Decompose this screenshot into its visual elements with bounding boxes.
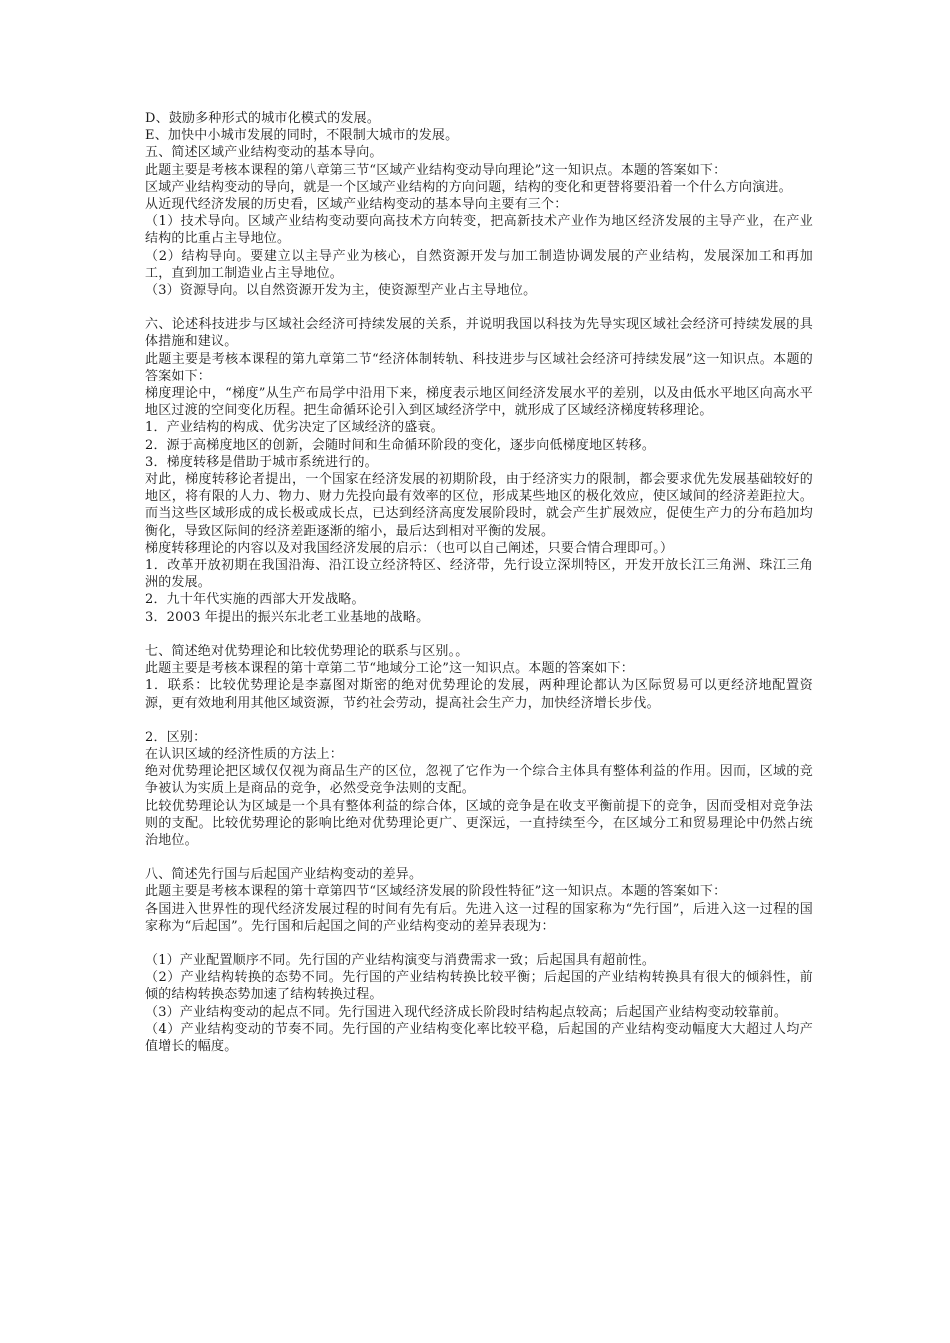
paragraph: （1）技术导向。区域产业结构变动要向高技术方向转变，把高新技术产业作为地区经济发展的主导产业，在产业结构的比重占主导地位。: [145, 214, 813, 247]
paragraph: 此题主要是考核本课程的第八章第三节“区域产业结构变动导向理论”这一知识点。本题的答案如下：: [145, 162, 727, 178]
paragraph: 2．九十年代实施的西部大开发战略。: [145, 592, 365, 608]
paragraph: （3）资源导向。以自然资源开发为主，使资源型产业占主导地位。: [145, 283, 537, 299]
paragraph: 3．梯度转移是借助于城市系统进行的。: [145, 454, 378, 470]
paragraph: 2．源于高梯度地区的创新，会随时间和生命循环阶段的变化，逐步向低梯度地区转移。: [145, 437, 656, 453]
paragraph: 2．区别：: [145, 729, 207, 745]
paragraph: 此题主要是考核本课程的第十章第四节“区域经济发展的阶段性特征”这一知识点。本题的答案如下：: [145, 884, 727, 900]
paragraph: 八、简述先行国与后起国产业结构变动的差异。: [145, 867, 423, 883]
paragraph: 梯度理论中，“梯度”从生产布局学中沿用下来，梯度表示地区间经济发展水平的差别，以及由低水平地区向高水平地区过渡的空间变化历程。把生命循环论引入到区域经济学中，就形成了区域经济梯度转移理论。: [145, 386, 813, 419]
paragraph: 区域产业结构变动的导向，就是一个区域产业结构的方向问题，结构的变化和更替将要沿着一个什么方向演进。: [145, 179, 792, 195]
paragraph: 此题主要是考核本课程的第十章第二节“地域分工论”这一知识点。本题的答案如下：: [145, 661, 634, 677]
paragraph: 梯度转移理论的内容以及对我国经济发展的启示：（也可以自己阐述，只要合情合理即可。）: [145, 540, 674, 556]
paragraph: D、鼓励多种形式的城市化模式的发展。: [145, 111, 381, 126]
document-body: [145, 110, 813, 1055]
paragraph-gap: [145, 935, 813, 952]
paragraph: 此题主要是考核本课程的第九章第二节“经济体制转轨、科技进步与区域社会经济可持续发展”这一知识点。本题的答案如下：: [145, 351, 813, 384]
paragraph: 1．联系：比较优势理论是李嘉图对斯密的绝对优势理论的发展，两种理论都认为区际贸易可以更经济地配置资源，更有效地利用其他区域资源，节约社会劳动，提高社会生产力，加快经济增长步伐。: [145, 678, 813, 711]
paragraph: 比较优势理论认为区域是一个具有整体利益的综合体，区域的竞争是在收支平衡前提下的竞争，因而受相对竞争法则的支配。比较优势理论的影响比绝对优势理论更广、更深远，一直持续至今，在区域分工和贸易理论中仍然占统治地位。: [145, 798, 813, 848]
paragraph: 绝对优势理论把区域仅仅视为商品生产的区位，忽视了它作为一个综合主体具有整体利益的作用。因而，区域的竞争被认为实质上是商品的竞争，必然受竞争法则的支配。: [145, 764, 813, 797]
paragraph-gap: [145, 299, 813, 316]
paragraph: （1）产业配置顺序不同。先行国的产业结构演变与消费需求一致；后起国具有超前性。: [145, 952, 656, 968]
paragraph: 六、论述科技进步与区域社会经济可持续发展的关系，并说明我国以科技为先导实现区域社会经济可持续发展的具体措施和建议。: [145, 317, 813, 350]
paragraph: 各国进入世界性的现代经济发展过程的时间有先有后。先进入这一过程的国家称为“先行国”，后进入这一过程的国家称为“后起国”。先行国和后起国之间的产业结构变动的差异表现为：: [145, 901, 813, 934]
paragraph-gap: [145, 712, 813, 729]
paragraph: 从近现代经济发展的历史看，区域产业结构变动的基本导向主要有三个：: [145, 197, 568, 213]
paragraph: 七、简述绝对优势理论和比较优势理论的联系与区别。。: [145, 643, 469, 659]
paragraph: 对此，梯度转移论者提出，一个国家在经济发展的初期阶段，由于经济实力的限制，都会要求优先发展基础较好的地区，将有限的人力、物力、财力先投向最有效率的区位，形成某些地区的极化效应，使区域间的经济差距拉大。而当这些区域形成的成长极或成长点，已达到经济高度发展阶段时，就会产生扩展效应，促使生产力的分布趋加均衡化，导致区际间的经济差距逐渐的缩小，最后达到相对平衡的发展。: [145, 472, 813, 539]
paragraph: 五、简述区域产业结构变动的基本导向。: [145, 145, 383, 161]
paragraph: E、加快中小城市发展的同时，不限制大城市的发展。: [145, 128, 459, 144]
paragraph: 1．产业结构的构成、优劣决定了区域经济的盛衰。: [145, 420, 444, 436]
paragraph-gap: [145, 626, 813, 643]
paragraph: （2）产业结构转换的态势不同。先行国的产业结构转换比较平衡；后起国的产业结构转换具有很大的倾斜性，前倾的结构转换态势加速了结构转换过程。: [145, 970, 813, 1003]
paragraph-gap: [145, 849, 813, 866]
paragraph: （2）结构导向。要建立以主导产业为核心，自然资源开发与加工制造协调发展的产业结构，发展深加工和再加工，直到加工制造业占主导地位。: [145, 248, 813, 281]
paragraph: （4）产业结构变动的节奏不同。先行国的产业结构变化率比较平稳，后起国的产业结构变动幅度大大超过人均产值增长的幅度。: [145, 1021, 813, 1054]
paragraph: 1．改革开放初期在我国沿海、沿江设立经济特区、经济带，先行设立深圳特区，开发开放长江三角洲、珠江三角洲的发展。: [145, 558, 813, 591]
paragraph: （3）产业结构变动的起点不同。先行国进入现代经济成长阶段时结构起点较高；后起国产业结构变动较靠前。: [145, 1004, 788, 1020]
paragraph: 3．2003 年提出的振兴东北老工业基地的战略。: [145, 609, 430, 625]
paragraph: 在认识区域的经济性质的方法上：: [145, 746, 344, 762]
